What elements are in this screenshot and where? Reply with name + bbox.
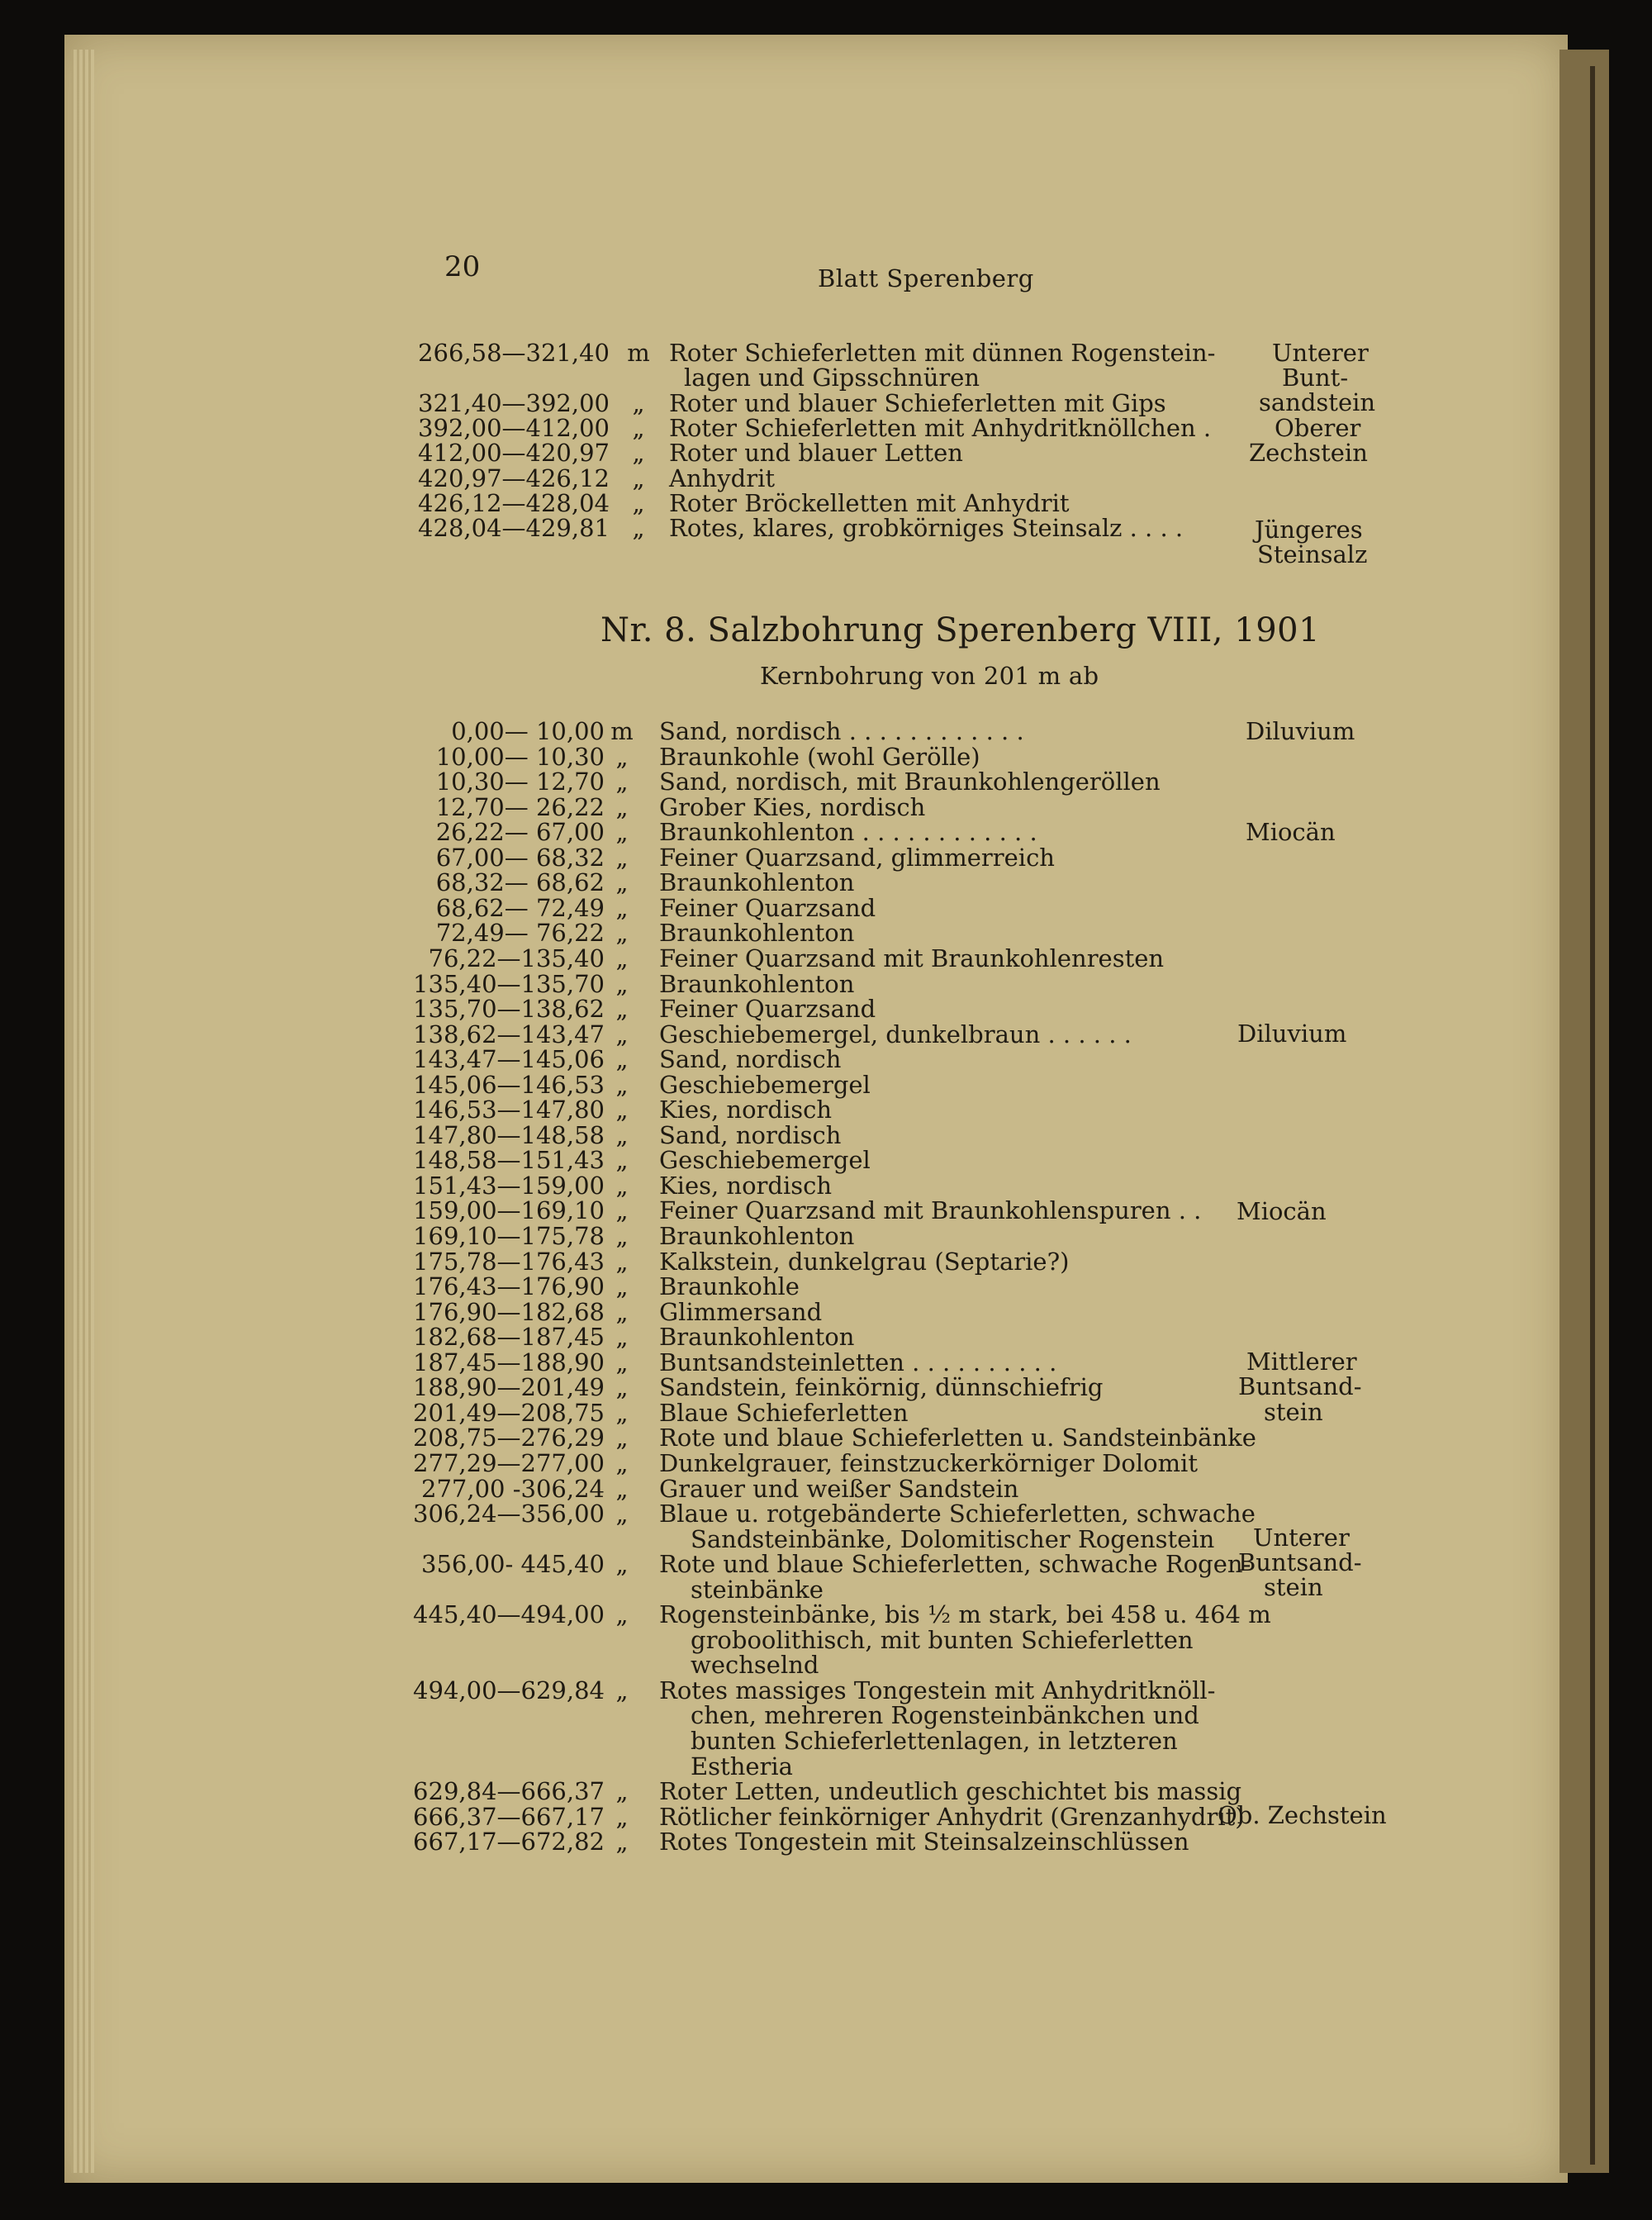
layer-description: Feiner Quarzsand xyxy=(659,893,876,922)
table-row xyxy=(0,1072,1652,1097)
running-head: Blatt Sperenberg xyxy=(818,264,1034,292)
table-row xyxy=(0,1548,1652,1579)
unit-mark: „ xyxy=(615,792,629,821)
depth-range: 135,70—138,62 xyxy=(413,995,605,1024)
unit-mark: „ xyxy=(615,768,629,796)
table-row xyxy=(0,818,1652,847)
unit-mark: „ xyxy=(615,1802,629,1831)
page-number: 20 xyxy=(444,250,481,283)
layer-description: Blaue Schieferletten xyxy=(659,1398,909,1427)
table-row xyxy=(0,1297,1652,1326)
layer-description: Braunkohlenton xyxy=(659,919,855,948)
layer-description: Rotes, klares, grobkörniges Steinsalz . . . . xyxy=(669,514,1184,543)
unit-mark: „ xyxy=(615,1120,629,1149)
layer-description: Kalkstein, dunkelgrau (Septarie?) xyxy=(659,1247,1070,1276)
table-row xyxy=(0,463,1652,492)
table-row xyxy=(0,969,1652,998)
table-row xyxy=(0,1524,1652,1553)
unit-mark: „ xyxy=(615,919,629,948)
strat-label: Miocän xyxy=(1246,818,1336,846)
layer-description: Rote und blaue Schieferletten, schwache Rogen- xyxy=(659,1550,1251,1579)
layer-description: Braunkohle xyxy=(659,1272,800,1301)
table-row xyxy=(0,1728,1652,1753)
table-row xyxy=(0,870,1652,895)
depth-range: 667,17—672,82 xyxy=(413,1828,605,1856)
table-row xyxy=(0,1198,1652,1223)
table-row xyxy=(0,1476,1652,1501)
table-row xyxy=(0,1678,1652,1703)
layer-description: Braunkohlenton xyxy=(659,1222,855,1250)
depth-range: 187,45—188,90 xyxy=(413,1348,605,1376)
depth-range: 10,00— 10,30 xyxy=(435,742,605,771)
table-row xyxy=(0,1573,1652,1604)
strat-label: Jüngeres xyxy=(1255,516,1363,544)
layer-description: Sand, nordisch . . . . . . . . . . . . xyxy=(659,717,1024,745)
depth-range: 143,47—145,06 xyxy=(413,1045,605,1074)
table-row xyxy=(0,439,1652,468)
layer-description: Roter Schieferletten mit Anhydritknöllchen . xyxy=(669,413,1212,442)
layer-description: wechselnd xyxy=(691,1651,819,1680)
layer-description: Grober Kies, nordisch xyxy=(659,792,926,821)
depth-range: 68,62— 72,49 xyxy=(435,893,605,922)
table-row xyxy=(0,1400,1652,1425)
depth-range: 145,06—146,53 xyxy=(413,1070,605,1099)
table-row xyxy=(0,919,1652,948)
strat-label: Bunt- xyxy=(1282,364,1349,392)
table-row xyxy=(0,1249,1652,1274)
table-row xyxy=(0,1047,1652,1072)
depth-range: 426,12—428,04 xyxy=(418,488,610,517)
table-row xyxy=(0,744,1652,769)
depth-range: 26,22— 67,00 xyxy=(435,818,605,847)
unit-mark: „ xyxy=(615,1373,629,1402)
depth-range: 428,04—429,81 xyxy=(418,514,610,543)
layer-description: Roter Schieferletten mit dünnen Rogenstein- xyxy=(669,339,1216,367)
unit-mark: m xyxy=(610,717,634,745)
depth-range: 67,00— 68,32 xyxy=(435,843,605,872)
layer-description: lagen und Gipsschnüren xyxy=(684,364,980,392)
table-row xyxy=(0,1022,1652,1047)
table-row xyxy=(0,1625,1652,1654)
table-row xyxy=(0,365,1652,390)
depth-range: 321,40—392,00 xyxy=(418,388,610,417)
unit-mark: „ xyxy=(615,1348,629,1376)
table-row xyxy=(0,1350,1652,1375)
depth-range: 151,43—159,00 xyxy=(413,1171,605,1200)
depth-range: 629,84—666,37 xyxy=(413,1777,605,1806)
layer-description: Grauer und weißer Sandstein xyxy=(659,1474,1019,1503)
unit-mark: „ xyxy=(615,1828,629,1856)
unit-mark: „ xyxy=(615,1424,629,1452)
table-row xyxy=(0,413,1652,442)
depth-range: 277,00 -306,24 xyxy=(421,1474,605,1503)
unit-mark: „ xyxy=(615,1045,629,1074)
strat-label: Buntsand- xyxy=(1238,1548,1362,1576)
table-row xyxy=(0,1173,1652,1198)
depth-range: 76,22—135,40 xyxy=(428,944,605,972)
layer-description: Kies, nordisch xyxy=(659,1171,833,1200)
unit-mark: „ xyxy=(615,1222,629,1250)
layer-description: Dunkelgrauer, feinstzuckerkörniger Dolomit xyxy=(659,1448,1198,1477)
table-row xyxy=(0,1372,1652,1402)
unit-mark: „ xyxy=(615,818,629,847)
unit-mark: „ xyxy=(615,1247,629,1276)
depth-range: 182,68—187,45 xyxy=(413,1323,605,1352)
depth-range: 12,70— 26,22 xyxy=(435,792,605,821)
unit-mark: „ xyxy=(615,1550,629,1579)
unit-mark: „ xyxy=(615,969,629,998)
depth-range: 666,37—667,17 xyxy=(413,1802,605,1831)
depth-range: 135,40—135,70 xyxy=(413,969,605,998)
depth-range: 412,00—420,97 xyxy=(418,439,610,468)
unit-mark: „ xyxy=(615,944,629,972)
table-row xyxy=(0,388,1652,417)
table-row xyxy=(0,1801,1652,1831)
layer-description: Feiner Quarzsand xyxy=(659,995,876,1024)
table-row xyxy=(0,340,1652,365)
table-row xyxy=(0,719,1652,744)
strat-label: sandstein xyxy=(1259,388,1376,416)
unit-mark: „ xyxy=(615,1676,629,1704)
unit-mark: „ xyxy=(615,1070,629,1099)
depth-range: 176,43—176,90 xyxy=(413,1272,605,1301)
layer-description: Sand, nordisch xyxy=(659,1120,842,1149)
strat-label: Ob. Zechstein xyxy=(1218,1801,1387,1829)
strat-label: Mittlerer xyxy=(1246,1348,1357,1376)
unit-mark: „ xyxy=(615,1448,629,1477)
layer-description: Rote und blaue Schieferletten u. Sandsteinbänke xyxy=(659,1424,1256,1452)
layer-description: chen, mehreren Rogensteinbänkchen und xyxy=(691,1701,1199,1730)
depth-range: 169,10—175,78 xyxy=(413,1222,605,1250)
strat-label: Miocän xyxy=(1237,1197,1327,1225)
layer-description: Feiner Quarzsand mit Braunkohlenresten xyxy=(659,944,1165,972)
table-row xyxy=(0,1501,1652,1526)
unit-mark: „ xyxy=(615,1272,629,1301)
strat-label: Oberer xyxy=(1275,414,1361,442)
table-row xyxy=(0,845,1652,870)
table-row xyxy=(0,1120,1652,1149)
layer-description: Geschiebemergel xyxy=(659,1146,871,1175)
unit-mark: „ xyxy=(632,388,645,417)
unit-mark: „ xyxy=(615,1600,629,1629)
unit-mark: „ xyxy=(615,1096,629,1124)
table-row xyxy=(0,1829,1652,1854)
table-row xyxy=(0,792,1652,821)
strat-label: Buntsand- xyxy=(1238,1372,1362,1400)
layer-description: Buntsandsteinletten . . . . . . . . . . xyxy=(659,1348,1057,1376)
unit-mark: „ xyxy=(615,1020,629,1048)
table-row xyxy=(0,893,1652,922)
depth-range: 146,53—147,80 xyxy=(413,1096,605,1124)
depth-range: 201,49—208,75 xyxy=(413,1398,605,1427)
layer-description: Rogensteinbänke, bis ½ m stark, bei 458 u. 464 m xyxy=(659,1600,1271,1629)
table-row xyxy=(0,1323,1652,1352)
table-row xyxy=(0,769,1652,794)
layer-description: Geschiebemergel xyxy=(659,1070,871,1099)
layer-description: steinbänke xyxy=(691,1575,824,1604)
depth-range: 445,40—494,00 xyxy=(413,1600,605,1629)
layer-description: Rotes Tongestein mit Steinsalzeinschlüssen xyxy=(659,1828,1189,1856)
unit-mark: „ xyxy=(632,463,645,492)
section-subtitle: Kernbohrung von 201 m ab xyxy=(760,662,1099,690)
layer-description: Feiner Quarzsand, glimmerreich xyxy=(659,843,1055,872)
strat-label: stein xyxy=(1264,1398,1323,1426)
unit-mark: „ xyxy=(615,1323,629,1352)
depth-range: 148,58—151,43 xyxy=(413,1146,605,1175)
unit-mark: „ xyxy=(615,1474,629,1503)
unit-mark: „ xyxy=(615,995,629,1024)
strat-label: Zechstein xyxy=(1249,439,1368,467)
unit-mark: „ xyxy=(615,1171,629,1200)
depth-range: 208,75—276,29 xyxy=(413,1424,605,1452)
layer-description: groboolithisch, mit bunten Schieferletten xyxy=(691,1625,1194,1654)
unit-mark: m xyxy=(627,339,650,367)
depth-range: 147,80—148,58 xyxy=(413,1120,605,1149)
layer-description: Rötlicher feinkörniger Anhydrit (Grenzanhydrit) xyxy=(659,1802,1245,1831)
layer-description: Roter Letten, undeutlich geschichtet bis massig xyxy=(659,1777,1242,1806)
section-title: Nr. 8. Salzbohrung Sperenberg VIII, 1901 xyxy=(601,611,1321,649)
layer-description: Sandsteinbänke, Dolomitischer Rogenstein xyxy=(691,1524,1215,1553)
table-row xyxy=(0,1703,1652,1728)
layer-description: Braunkohlenton xyxy=(659,868,855,897)
table-row xyxy=(0,1651,1652,1680)
unit-mark: „ xyxy=(615,868,629,897)
unit-mark: „ xyxy=(615,1297,629,1326)
depth-range: 68,32— 68,62 xyxy=(435,868,605,897)
depth-range: 277,29—277,00 xyxy=(413,1448,605,1477)
unit-mark: „ xyxy=(632,439,645,468)
unit-mark: „ xyxy=(632,413,645,442)
depth-range: 175,78—176,43 xyxy=(413,1247,605,1276)
table-row xyxy=(0,995,1652,1024)
layer-description: Roter Bröckelletten mit Anhydrit xyxy=(669,488,1070,517)
unit-mark: „ xyxy=(615,843,629,872)
depth-range: 159,00—169,10 xyxy=(413,1196,605,1225)
depth-range: 188,90—201,49 xyxy=(413,1373,605,1402)
unit-mark: „ xyxy=(615,1500,629,1528)
table-row xyxy=(0,1274,1652,1299)
table-row xyxy=(0,1754,1652,1779)
strat-label: stein xyxy=(1264,1573,1323,1601)
depth-range: 72,49— 76,22 xyxy=(435,919,605,948)
table-row xyxy=(0,1097,1652,1122)
layer-description: Braunkohle (wohl Gerölle) xyxy=(659,742,980,771)
table-row xyxy=(0,1602,1652,1627)
layer-description: Blaue u. rotgebänderte Schieferletten, schwache xyxy=(659,1500,1256,1528)
layer-description: Kies, nordisch xyxy=(659,1096,833,1124)
depth-range: 176,90—182,68 xyxy=(413,1297,605,1326)
layer-description: bunten Schieferlettenlagen, in letzteren xyxy=(691,1727,1178,1755)
layer-description: Roter und blauer Letten xyxy=(669,439,963,468)
table-row xyxy=(0,514,1652,544)
layer-description: Anhydrit xyxy=(669,463,776,492)
unit-mark: „ xyxy=(615,1196,629,1225)
layer-description: Braunkohlenton xyxy=(659,969,855,998)
layer-description: Roter und blauer Schieferletten mit Gips xyxy=(669,388,1166,417)
table-row xyxy=(0,946,1652,971)
depth-range: 420,97—426,12 xyxy=(418,463,610,492)
table-row xyxy=(0,1146,1652,1175)
strat-label: Unterer xyxy=(1253,1524,1350,1552)
layer-description: Braunkohlenton . . . . . . . . . . . . xyxy=(659,818,1037,847)
layer-description: Geschiebemergel, dunkelbraun . . . . . . xyxy=(659,1020,1132,1048)
layer-description: Sandstein, feinkörnig, dünnschiefrig xyxy=(659,1373,1104,1402)
layer-description: Rotes massiges Tongestein mit Anhydritknöll- xyxy=(659,1676,1216,1704)
unit-mark: „ xyxy=(632,514,645,543)
strat-label: Diluvium xyxy=(1237,1020,1347,1048)
table-row xyxy=(0,1224,1652,1248)
depth-range: 494,00—629,84 xyxy=(413,1676,605,1704)
depth-range: 10,30— 12,70 xyxy=(435,768,605,796)
layer-description: Sand, nordisch xyxy=(659,1045,842,1074)
unit-mark: „ xyxy=(615,1146,629,1175)
depth-range: 138,62—143,47 xyxy=(413,1020,605,1048)
unit-mark: „ xyxy=(615,893,629,922)
unit-mark: „ xyxy=(615,1398,629,1427)
table-row xyxy=(0,488,1652,517)
strat-label: Unterer xyxy=(1272,339,1369,367)
depth-range: 306,24—356,00 xyxy=(413,1500,605,1528)
table-row xyxy=(0,1425,1652,1450)
unit-mark: „ xyxy=(615,742,629,771)
strat-label: Steinsalz xyxy=(1257,540,1368,568)
layer-description: Glimmersand xyxy=(659,1297,823,1326)
layer-description: Feiner Quarzsand mit Braunkohlenspuren . . xyxy=(659,1196,1202,1225)
table-row xyxy=(0,1448,1652,1477)
depth-range: 356,00- 445,40 xyxy=(421,1550,605,1579)
depth-range: 392,00—412,00 xyxy=(418,413,610,442)
layer-description: Estheria xyxy=(691,1752,793,1780)
unit-mark: „ xyxy=(632,488,645,517)
depth-range: 0,00— 10,00 xyxy=(451,717,605,745)
layer-description: Braunkohlenton xyxy=(659,1323,855,1352)
table-row xyxy=(0,1779,1652,1804)
layer-description: Sand, nordisch, mit Braunkohlengeröllen xyxy=(659,768,1161,796)
unit-mark: „ xyxy=(615,1777,629,1806)
depth-range: 266,58—321,40 xyxy=(418,339,610,367)
strat-label: Diluvium xyxy=(1246,717,1355,745)
